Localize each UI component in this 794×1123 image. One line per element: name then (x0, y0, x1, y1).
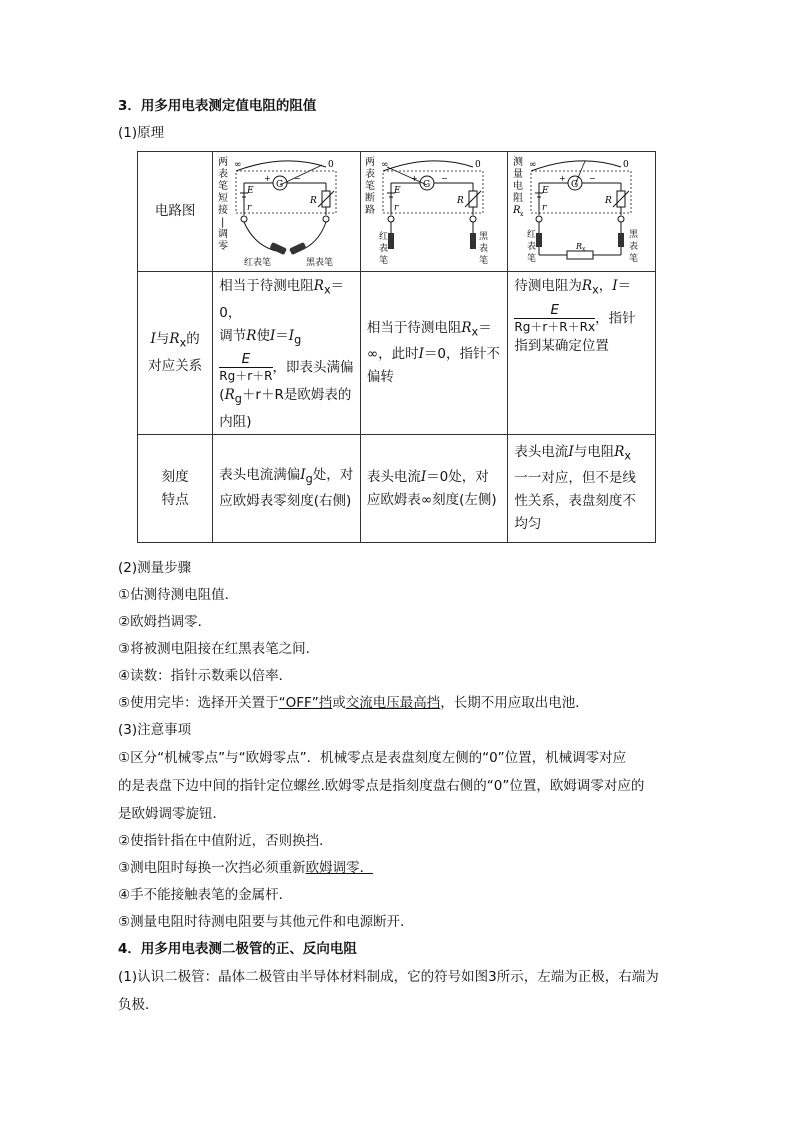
svg-text:路: 路 (365, 204, 376, 216)
scale-measure: 表头电流I与电阻$R_x$ 一一对应，但不是线 性关系，表盘刻度不 均匀 (508, 435, 656, 543)
svg-text:−: − (588, 173, 596, 183)
steps-heading: (2)测量步骤 (118, 560, 192, 576)
svg-text:−: − (293, 173, 301, 183)
svg-text:+: + (558, 173, 566, 183)
svg-text:红表笔: 红表笔 (243, 257, 271, 268)
ohm-zero-text: 欧姆调零． (305, 860, 374, 876)
svg-text:黑: 黑 (479, 231, 489, 242)
step-3: ③将被测电阻接在红黑表笔之间． (118, 641, 320, 657)
svg-text:x: x (519, 210, 524, 218)
svg-text:0: 0 (327, 159, 334, 170)
svg-text:E: E (246, 185, 254, 196)
side-char: 两 (217, 156, 228, 168)
step-2: ②欧姆挡调零． (118, 614, 212, 630)
svg-text:R: R (512, 204, 521, 216)
svg-text:E: E (541, 185, 549, 196)
note-1-line-2: 的是表盘下边中间的指针定位螺丝.欧姆零点是指刻度盘右侧的“0”位置，欧姆调零对应的 (118, 778, 645, 794)
svg-text:表: 表 (217, 168, 228, 180)
row-header-scale: 刻度 特点 (138, 435, 213, 543)
svg-text:两: 两 (365, 156, 376, 168)
ohmmeter-principle-table (137, 151, 656, 543)
circuit-short (213, 152, 361, 272)
circuit-measure (508, 152, 656, 272)
relation-open: 相当于待测电阻$R_x=$ ∞，此时I＝0，指针不 偏转 (360, 272, 508, 435)
svg-text:0: 0 (622, 159, 629, 170)
svg-text:笔: 笔 (479, 255, 489, 266)
note-5: ⑤测量电阻时待测电阻要与其他元件和电源断开． (118, 914, 414, 930)
svg-text:红: 红 (379, 231, 389, 242)
ac-max-text: 交流电压最高挡 (345, 695, 441, 711)
svg-text:r: r (246, 202, 251, 213)
svg-text:r: r (394, 202, 399, 213)
row-header-relation: I与$R_x$的 对应关系 (138, 272, 213, 435)
circuit-open-diagram (361, 153, 507, 271)
svg-text:笔: 笔 (379, 255, 389, 266)
svg-text:黑表笔: 黑表笔 (305, 257, 333, 268)
svg-text:G: G (570, 179, 578, 190)
svg-text:R: R (309, 195, 317, 206)
svg-text:G: G (275, 179, 283, 190)
svg-text:笔: 笔 (365, 180, 376, 192)
section3-title: 3．用多用电表测定值电阻的阻值 (118, 98, 317, 114)
svg-text:r: r (541, 202, 547, 213)
note-1-line-1: ①区分“机械零点”与“欧姆零点”．机械零点是表盘刻度左侧的“0”位置，机械调零对应 (118, 750, 627, 766)
diode-intro-line-1: (1)认识二极管：晶体二极管由半导体材料制成，它的符号如图3所示，左端为正极，右端为 (118, 969, 659, 985)
circuit-measure-diagram (509, 153, 655, 271)
svg-text:+: + (411, 173, 418, 183)
svg-text:断: 断 (365, 192, 376, 204)
svg-text:E: E (394, 185, 401, 196)
svg-text:电: 电 (512, 180, 523, 192)
svg-text:∞: ∞ (381, 159, 389, 170)
svg-text:G: G (423, 179, 431, 190)
svg-text:∞: ∞ (233, 159, 242, 170)
svg-text:调: 调 (217, 228, 228, 240)
svg-text:表: 表 (479, 243, 489, 254)
circuit-open (360, 152, 508, 272)
section4-title: 4．用多用电表测二极管的正、反向电阻 (118, 941, 357, 957)
svg-text:零: 零 (217, 240, 228, 252)
svg-text:接: 接 (217, 204, 228, 216)
note-4: ④手不能接触表笔的金属杆． (118, 887, 293, 903)
svg-text:表: 表 (526, 241, 536, 252)
svg-text:黑: 黑 (628, 229, 638, 240)
note-3: ③测电阻时每换一次挡必须重新欧姆调零． (118, 860, 374, 876)
notes-heading: (3)注意事项 (118, 722, 192, 738)
note-1-line-3: 是欧姆调零旋钮． (118, 806, 226, 822)
formula-measure: $\frac{E}{Rg+r+R+Rx}$ (514, 301, 596, 334)
svg-text:∞: ∞ (528, 159, 537, 170)
svg-text:笔: 笔 (526, 253, 536, 264)
principle-heading: (1)原理 (118, 125, 165, 141)
diode-intro-line-2: 负极． (118, 997, 159, 1013)
svg-text:量: 量 (512, 168, 523, 180)
svg-text:+: + (263, 173, 271, 183)
svg-text:测: 测 (512, 156, 523, 168)
svg-text:表: 表 (379, 243, 389, 254)
svg-text:表: 表 (628, 241, 638, 252)
svg-text:0: 0 (475, 159, 481, 170)
svg-text:短: 短 (217, 192, 228, 204)
svg-text:红: 红 (526, 229, 536, 240)
svg-text:R: R (604, 195, 612, 206)
relation-short: 相当于待测电阻$R_x=0$， 调节R使$I=I_g$ $\frac{E}{Rg+r+R}$ ，即表头满偏 ($R_g+r+R$是欧姆表的 内阻) (213, 272, 361, 435)
step-1: ①估测待测电阻值． (118, 587, 239, 603)
relation-measure: 待测电阻为$R_x$，I＝ $\frac{E}{Rg+r+R+Rx}$ ，指针 指到某确定位置 (508, 272, 656, 435)
scale-short: 表头电流满偏$I_g$处，对 应欧姆表零刻度(右侧) (213, 435, 361, 543)
svg-text:阻: 阻 (512, 192, 523, 204)
circuit-short-diagram (214, 153, 360, 271)
svg-text:−: − (441, 173, 448, 183)
step-4: ④读数：指针示数乘以倍率． (118, 668, 293, 684)
svg-text:|: | (220, 216, 224, 228)
svg-text:R: R (575, 241, 582, 251)
svg-text:笔: 笔 (217, 180, 228, 192)
svg-text:x: x (581, 245, 586, 253)
scale-open: 表头电流I＝0处，对 应欧姆表∞刻度(左侧) (360, 435, 508, 543)
step-5: ⑤使用完毕：选择开关置于“OFF”挡或交流电压最高挡，长期不用应取出电池． (118, 695, 589, 711)
off-position-text: “OFF”挡 (278, 695, 333, 711)
svg-text:笔: 笔 (628, 253, 638, 264)
row-header-circuit: 电路图 (138, 152, 213, 272)
svg-text:表: 表 (365, 168, 376, 180)
svg-text:R: R (457, 195, 464, 206)
formula-full-scale: $\frac{E}{Rg+r+R}$ (219, 351, 273, 384)
note-2: ②使指针指在中值附近，否则换挡． (118, 833, 333, 849)
